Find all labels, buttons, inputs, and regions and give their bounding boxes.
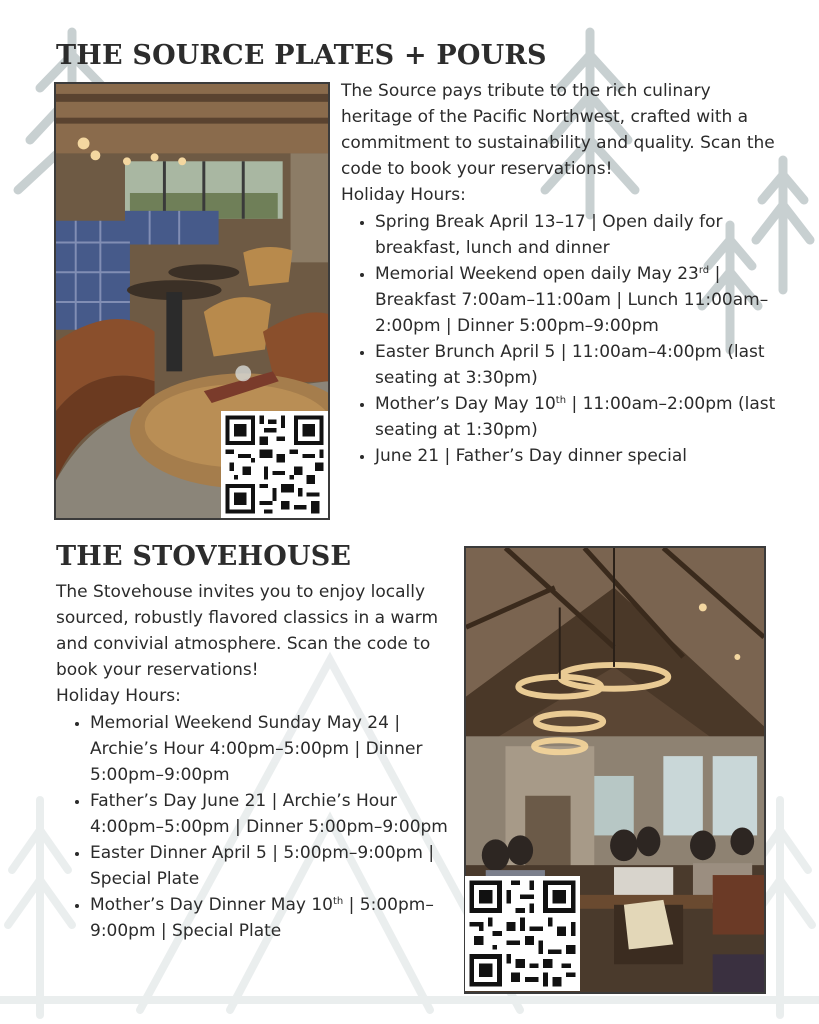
stovehouse-qr-code[interactable] (465, 876, 580, 991)
list-item: • Mother’s Day May 10th | 11:00am–2:00pm (last seating at 1:30pm) (375, 391, 781, 443)
source-qr-code[interactable] (221, 411, 328, 518)
stovehouse-hours-label: Holiday Hours: (56, 686, 181, 706)
list-item: • Memorial Weekend Sunday May 24 | Archie’s Hour 4:00pm–5:00pm | Dinner 5:00pm–9:00pm (90, 710, 456, 788)
list-item: • Easter Brunch April 5 | 11:00am–4:00pm (last seating at 3:30pm) (375, 339, 781, 391)
source-hours-label: Holiday Hours: (341, 185, 466, 205)
stovehouse-description-block (56, 579, 456, 944)
list-item: • June 21 | Father’s Day dinner special (375, 443, 781, 469)
list-item: • Easter Dinner April 5 | 5:00pm–9:00pm | Special Plate (90, 840, 456, 892)
stovehouse-hours-list (56, 710, 456, 944)
list-item: • Mother’s Day Dinner May 10th | 5:00pm–9:00pm | Special Plate (90, 892, 456, 944)
source-description-block (341, 78, 781, 469)
list-item: • Memorial Weekend open daily May 23rd | Breakfast 7:00am–11:00am | Lunch 11:00am–2:00pm | Dinner 5:00pm–9:00pm (375, 261, 781, 339)
source-description: The Source pays tribute to the rich culinary heritage of the Pacific Northwest, crafted with a commitment to sustainability and quality. Scan the code to book your reservations! (341, 81, 775, 179)
stovehouse-title: THE STOVEHOUSE (56, 541, 352, 572)
source-title: THE SOURCE PLATES + POURS (56, 40, 547, 71)
stovehouse-description: The Stovehouse invites you to enjoy locally sourced, robustly flavored classics in a warm and convivial atmosphere. Scan the code to book your reservations! (56, 582, 439, 680)
list-item: • Father’s Day June 21 | Archie’s Hour 4:00pm–5:00pm | Dinner 5:00pm–9:00pm (90, 788, 456, 840)
source-hours-list (341, 209, 781, 469)
list-item: • Spring Break April 13–17 | Open daily for breakfast, lunch and dinner (375, 209, 781, 261)
